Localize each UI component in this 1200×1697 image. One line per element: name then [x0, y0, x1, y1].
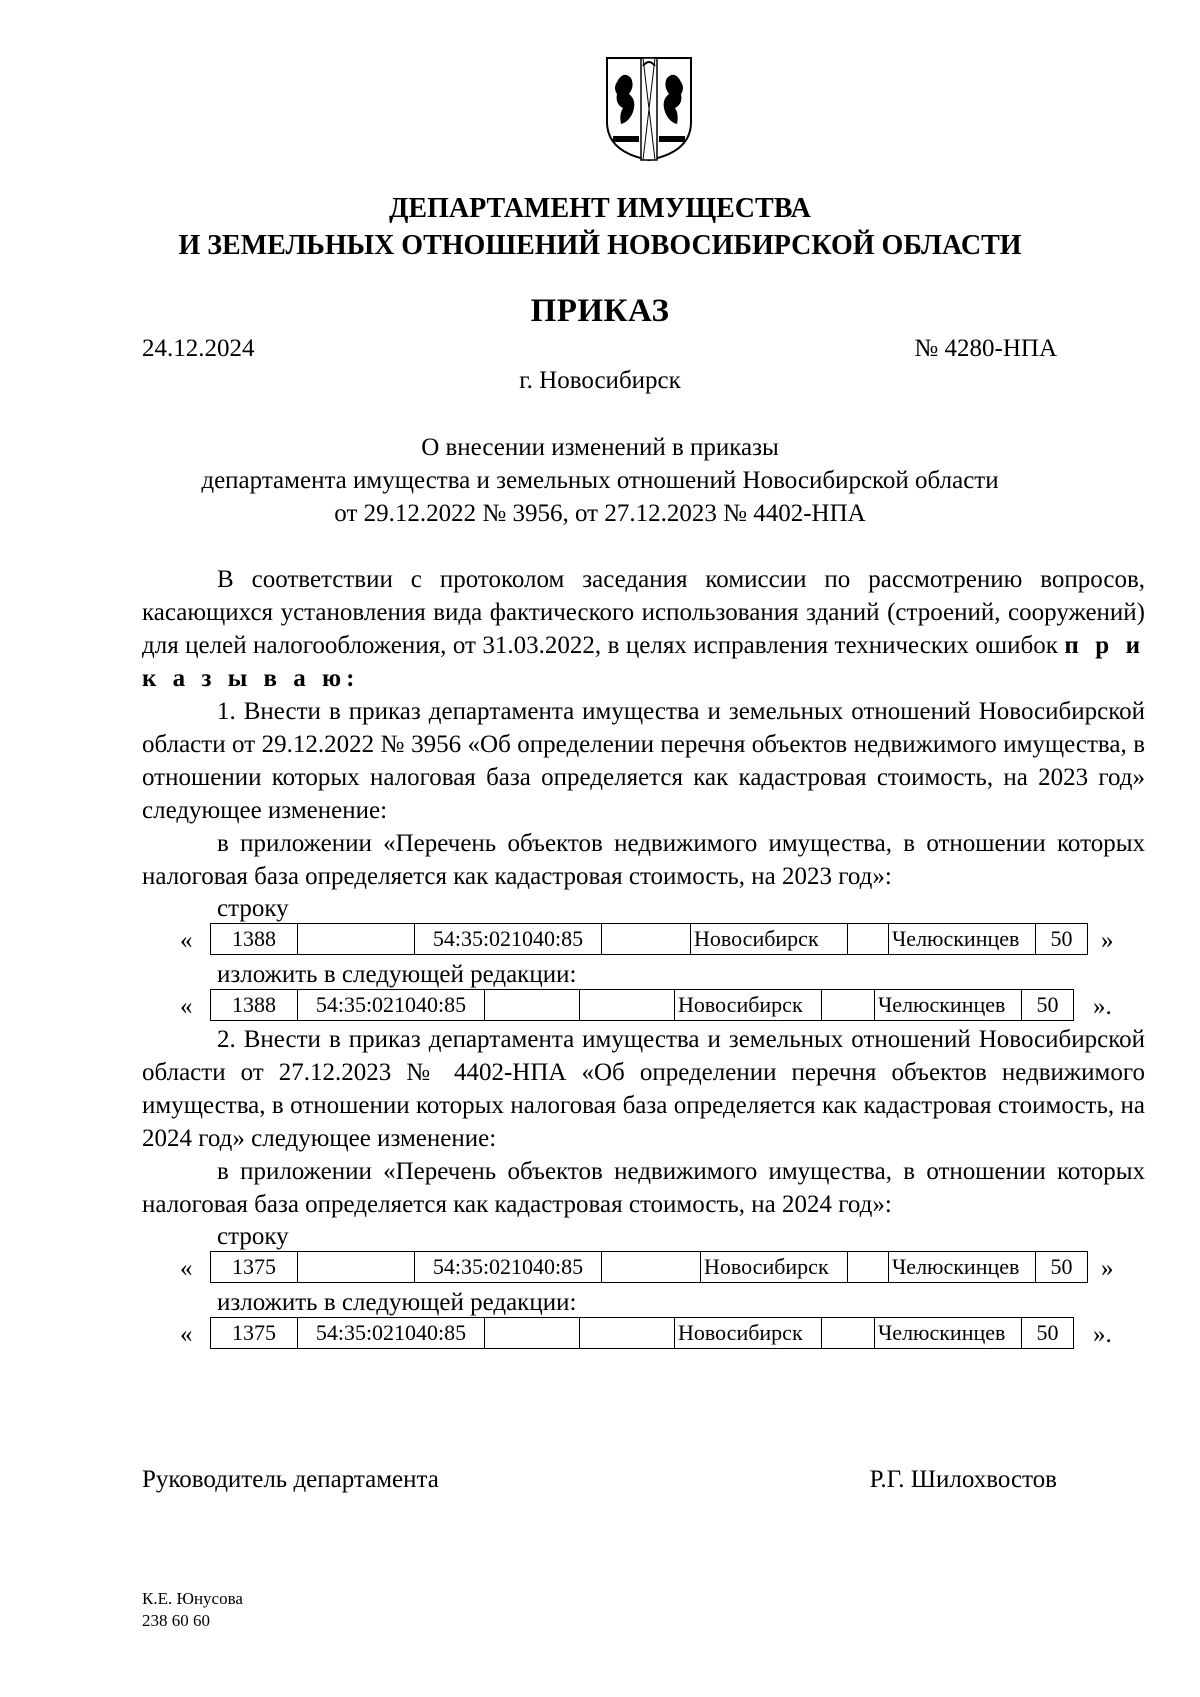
- table-1-old: [210, 923, 1088, 955]
- preamble-paragraph: [142, 563, 1145, 695]
- quote-close-period: ».: [1093, 1321, 1112, 1348]
- org-title-line2: И ЗЕМЕЛЬНЫХ ОТНОШЕНИЙ НОВОСИБИРСКОЙ ОБЛАСТИ: [178, 230, 1022, 261]
- table-1-new: [210, 989, 1074, 1021]
- table-cell: Новосибирск: [701, 1252, 848, 1283]
- executor-phone: 238 60 60: [142, 1611, 210, 1630]
- signatory-name: Р.Г. Шилохвостов: [869, 1466, 1057, 1493]
- preamble-text: В соответствии с протоколом заседания комиссии по рассмотрению вопросов, касающихся установления вида фактического использования зданий (строений, сооружений) для целей налогообложения, от 31.03.2022, в целях исправления технических ошибок: [142, 566, 1145, 659]
- quote-open: «: [180, 927, 193, 954]
- table-2-new: [210, 1317, 1074, 1349]
- quote-open: «: [180, 1321, 193, 1348]
- table-cell: 1375: [211, 1318, 298, 1349]
- table-cell: 50: [1022, 990, 1074, 1021]
- item-2-appendix: в приложении «Перечень объектов недвижимого имущества, в отношении которых налоговая база определяется как кадастровая стоимость, на 2024 год»:: [142, 1158, 1145, 1218]
- signatory-position: Руководитель департамента: [142, 1466, 439, 1493]
- document-city: г. Новосибирск: [519, 367, 681, 394]
- table-cell: 54:35:021040:85: [415, 1252, 602, 1283]
- table-cell: 50: [1036, 924, 1088, 955]
- table-cell: [822, 1318, 875, 1349]
- table-cell: [580, 1318, 675, 1349]
- table-cell: Новосибирск: [675, 990, 822, 1021]
- table-cell: [848, 924, 889, 955]
- table-cell: 1388: [211, 990, 298, 1021]
- table-cell: [485, 1318, 580, 1349]
- table-cell: 54:35:021040:85: [415, 924, 602, 955]
- org-title-line1: ДЕПАРТАМЕНТ ИМУЩЕСТВА: [389, 193, 811, 224]
- table-cell: 1375: [211, 1252, 298, 1283]
- table-cell: [485, 990, 580, 1021]
- document-type: ПРИКАЗ: [530, 293, 670, 329]
- restate-label-2: изложить в следующей редакции:: [217, 1289, 577, 1316]
- table-cell: [848, 1252, 889, 1283]
- document-date: 24.12.2024: [142, 335, 255, 362]
- coat-of-arms-icon: [603, 52, 695, 164]
- table-2-old: [210, 1251, 1088, 1283]
- item-2-paragraph: 2. Внести в приказ департамента имущества и земельных отношений Новосибирской области от 27.12.2023 № 4402-НПА «Об определении перечня объектов недвижимого имущества, в отношении которых налоговая база определяется как кадастровая стоимость, на 2024 год» следующее изменение:: [142, 1026, 1145, 1152]
- item-1-appendix: в приложении «Перечень объектов недвижимого имущества, в отношении которых налоговая база определяется как кадастровая стоимость, на 2023 год»:: [142, 830, 1145, 890]
- item-1-paragraph: 1. Внести в приказ департамента имущества и земельных отношений Новосибирской области от 29.12.2022 № 3956 «Об определении перечня объектов недвижимого имущества, в отношении которых налоговая база определяется как кадастровая стоимость, на 2023 год» следующее изменение:: [142, 698, 1145, 824]
- quote-open: «: [180, 993, 193, 1020]
- table-cell: Новосибирск: [675, 1318, 822, 1349]
- table-cell: Челюскинцев: [889, 924, 1036, 955]
- quote-open: «: [180, 1255, 193, 1282]
- table-cell: [298, 1252, 415, 1283]
- quote-close: »: [1101, 1255, 1114, 1282]
- row-label-2: строку: [217, 1223, 289, 1250]
- table-cell: [602, 924, 691, 955]
- order-word: п р и к а з ы в а ю:: [142, 632, 1145, 692]
- table-cell: 1388: [211, 924, 298, 955]
- table-cell: 50: [1036, 1252, 1088, 1283]
- subject-line1: О внесении изменений в приказы: [421, 434, 779, 461]
- table-cell: [602, 1252, 701, 1283]
- table-cell: 50: [1022, 1318, 1074, 1349]
- table-cell: Челюскинцев: [875, 990, 1022, 1021]
- restate-label-1: изложить в следующей редакции:: [217, 961, 577, 988]
- table-cell: Новосибирск: [691, 924, 848, 955]
- table-cell: Челюскинцев: [889, 1252, 1036, 1283]
- table-cell: 54:35:021040:85: [298, 990, 485, 1021]
- document-number: № 4280-НПА: [914, 335, 1057, 362]
- row-label-1: строку: [217, 895, 289, 922]
- subject-line3: от 29.12.2022 № 3956, от 27.12.2023 № 4402-НПА: [334, 500, 866, 527]
- table-cell: 54:35:021040:85: [298, 1318, 485, 1349]
- table-cell: [822, 990, 875, 1021]
- table-cell: [298, 924, 415, 955]
- quote-close: »: [1101, 927, 1114, 954]
- table-cell: Челюскинцев: [875, 1318, 1022, 1349]
- subject-line2: департамента имущества и земельных отношений Новосибирской области: [201, 467, 999, 494]
- quote-close-period: ».: [1093, 993, 1112, 1020]
- table-cell: [580, 990, 675, 1021]
- executor-name: К.Е. Юнусова: [142, 1589, 243, 1608]
